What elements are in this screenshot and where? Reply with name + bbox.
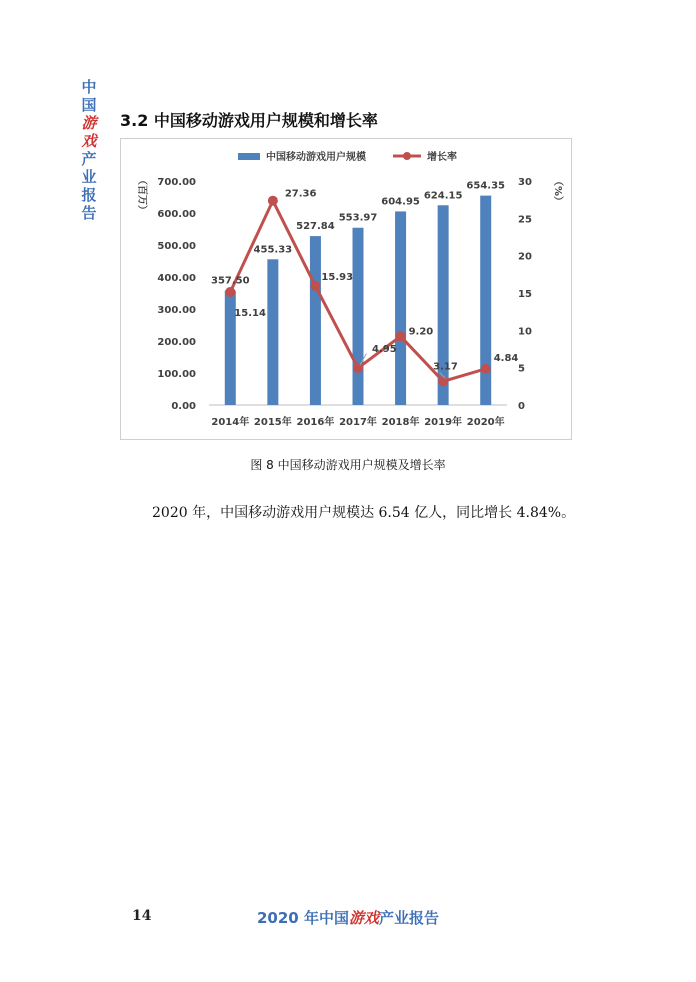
bar-data-label: 357.50 (210, 275, 250, 287)
bar (310, 236, 321, 405)
growth-rate-point (438, 376, 448, 386)
line-data-label: 15.14 (234, 307, 266, 319)
x-axis-tick-label: 2019年 (424, 417, 463, 428)
left-axis-tick-label: 300.00 (157, 305, 196, 316)
x-axis-tick-label: 2020年 (466, 417, 505, 428)
x-axis-tick-label: 2016年 (296, 417, 335, 428)
bar (267, 259, 278, 405)
right-axis-tick-label: 30 (518, 177, 532, 188)
side-title-char: 游 (81, 114, 97, 132)
page-number: 14 (132, 908, 152, 924)
right-axis-tick-label: 10 (518, 326, 532, 338)
side-title-char: 中 (81, 78, 97, 96)
line-data-label: 3.17 (433, 361, 458, 373)
right-axis-label: （%） (552, 175, 563, 207)
legend-bar-label: 中国移动游戏用户规模 (266, 152, 366, 163)
growth-rate-point (310, 281, 320, 291)
left-axis-tick-label: 100.00 (157, 369, 196, 380)
growth-rate-point (353, 363, 363, 373)
footer-title-part: 产业报告 (378, 909, 439, 927)
footer-title-part: 2020 年中国 (256, 909, 349, 927)
footer-report-title (0, 907, 696, 928)
legend-bar-swatch (238, 153, 260, 160)
bar (395, 211, 406, 405)
bar-data-label: 604.95 (381, 196, 420, 208)
footer-title-part: 游戏 (348, 909, 379, 927)
right-axis-tick-label: 20 (518, 251, 532, 263)
left-axis-tick-label: 600.00 (157, 209, 196, 220)
growth-rate-point (225, 287, 235, 297)
growth-rate-point (396, 331, 406, 341)
bar-data-label: 527.84 (296, 221, 335, 233)
side-title-char: 戏 (81, 132, 97, 150)
line-data-label: 4.84 (493, 352, 519, 364)
bar (438, 205, 449, 405)
user-scale-chart (121, 139, 571, 439)
right-axis-tick-label: 15 (518, 289, 532, 300)
left-axis-tick-label: 0.00 (171, 401, 196, 412)
bar-data-label: 553.97 (338, 212, 378, 224)
side-report-title (80, 78, 98, 222)
section-heading: 3.2 中国移动游戏用户规模和增长率 (120, 111, 378, 130)
growth-rate-point (481, 364, 491, 374)
right-axis-tick-label: 5 (518, 363, 525, 375)
body-paragraph: 2020 年，中国移动游戏用户规模达 6.54 亿人，同比增长 4.84%。 (152, 505, 576, 521)
legend-line-label: 增长率 (427, 152, 457, 163)
side-title-char: 业 (81, 168, 97, 186)
x-axis-tick-label: 2018年 (381, 417, 420, 428)
figure-caption: 图 8 中国移动游戏用户规模及增长率 (250, 458, 446, 472)
left-axis-tick-label: 400.00 (157, 273, 196, 284)
line-data-label: 4.95 (372, 344, 397, 356)
line-data-label: 9.20 (408, 326, 434, 338)
line-data-label: 27.36 (284, 188, 317, 200)
legend-line-marker (403, 152, 411, 160)
x-axis-tick-label: 2014年 (211, 417, 250, 428)
left-axis-label: （百万） (136, 175, 147, 215)
side-title-char: 产 (81, 150, 97, 168)
bar-data-label: 624.15 (423, 190, 463, 202)
side-title-char: 告 (81, 204, 97, 222)
growth-rate-point (268, 196, 278, 206)
left-axis-tick-label: 700.00 (157, 177, 196, 188)
bar-data-label: 455.33 (253, 244, 293, 256)
side-title-char: 国 (81, 96, 97, 114)
right-axis-tick-label: 0 (518, 401, 525, 412)
line-data-label: 15.93 (321, 272, 354, 284)
x-axis-tick-label: 2015年 (253, 417, 292, 428)
side-title-char: 报 (81, 186, 97, 204)
bar-data-label: 654.35 (466, 180, 506, 192)
x-axis-tick-label: 2017年 (339, 417, 377, 428)
bar (353, 228, 364, 405)
chart-container (120, 138, 572, 440)
left-axis-tick-label: 500.00 (157, 241, 196, 252)
right-axis-tick-label: 25 (518, 214, 532, 226)
left-axis-tick-label: 200.00 (157, 337, 196, 348)
